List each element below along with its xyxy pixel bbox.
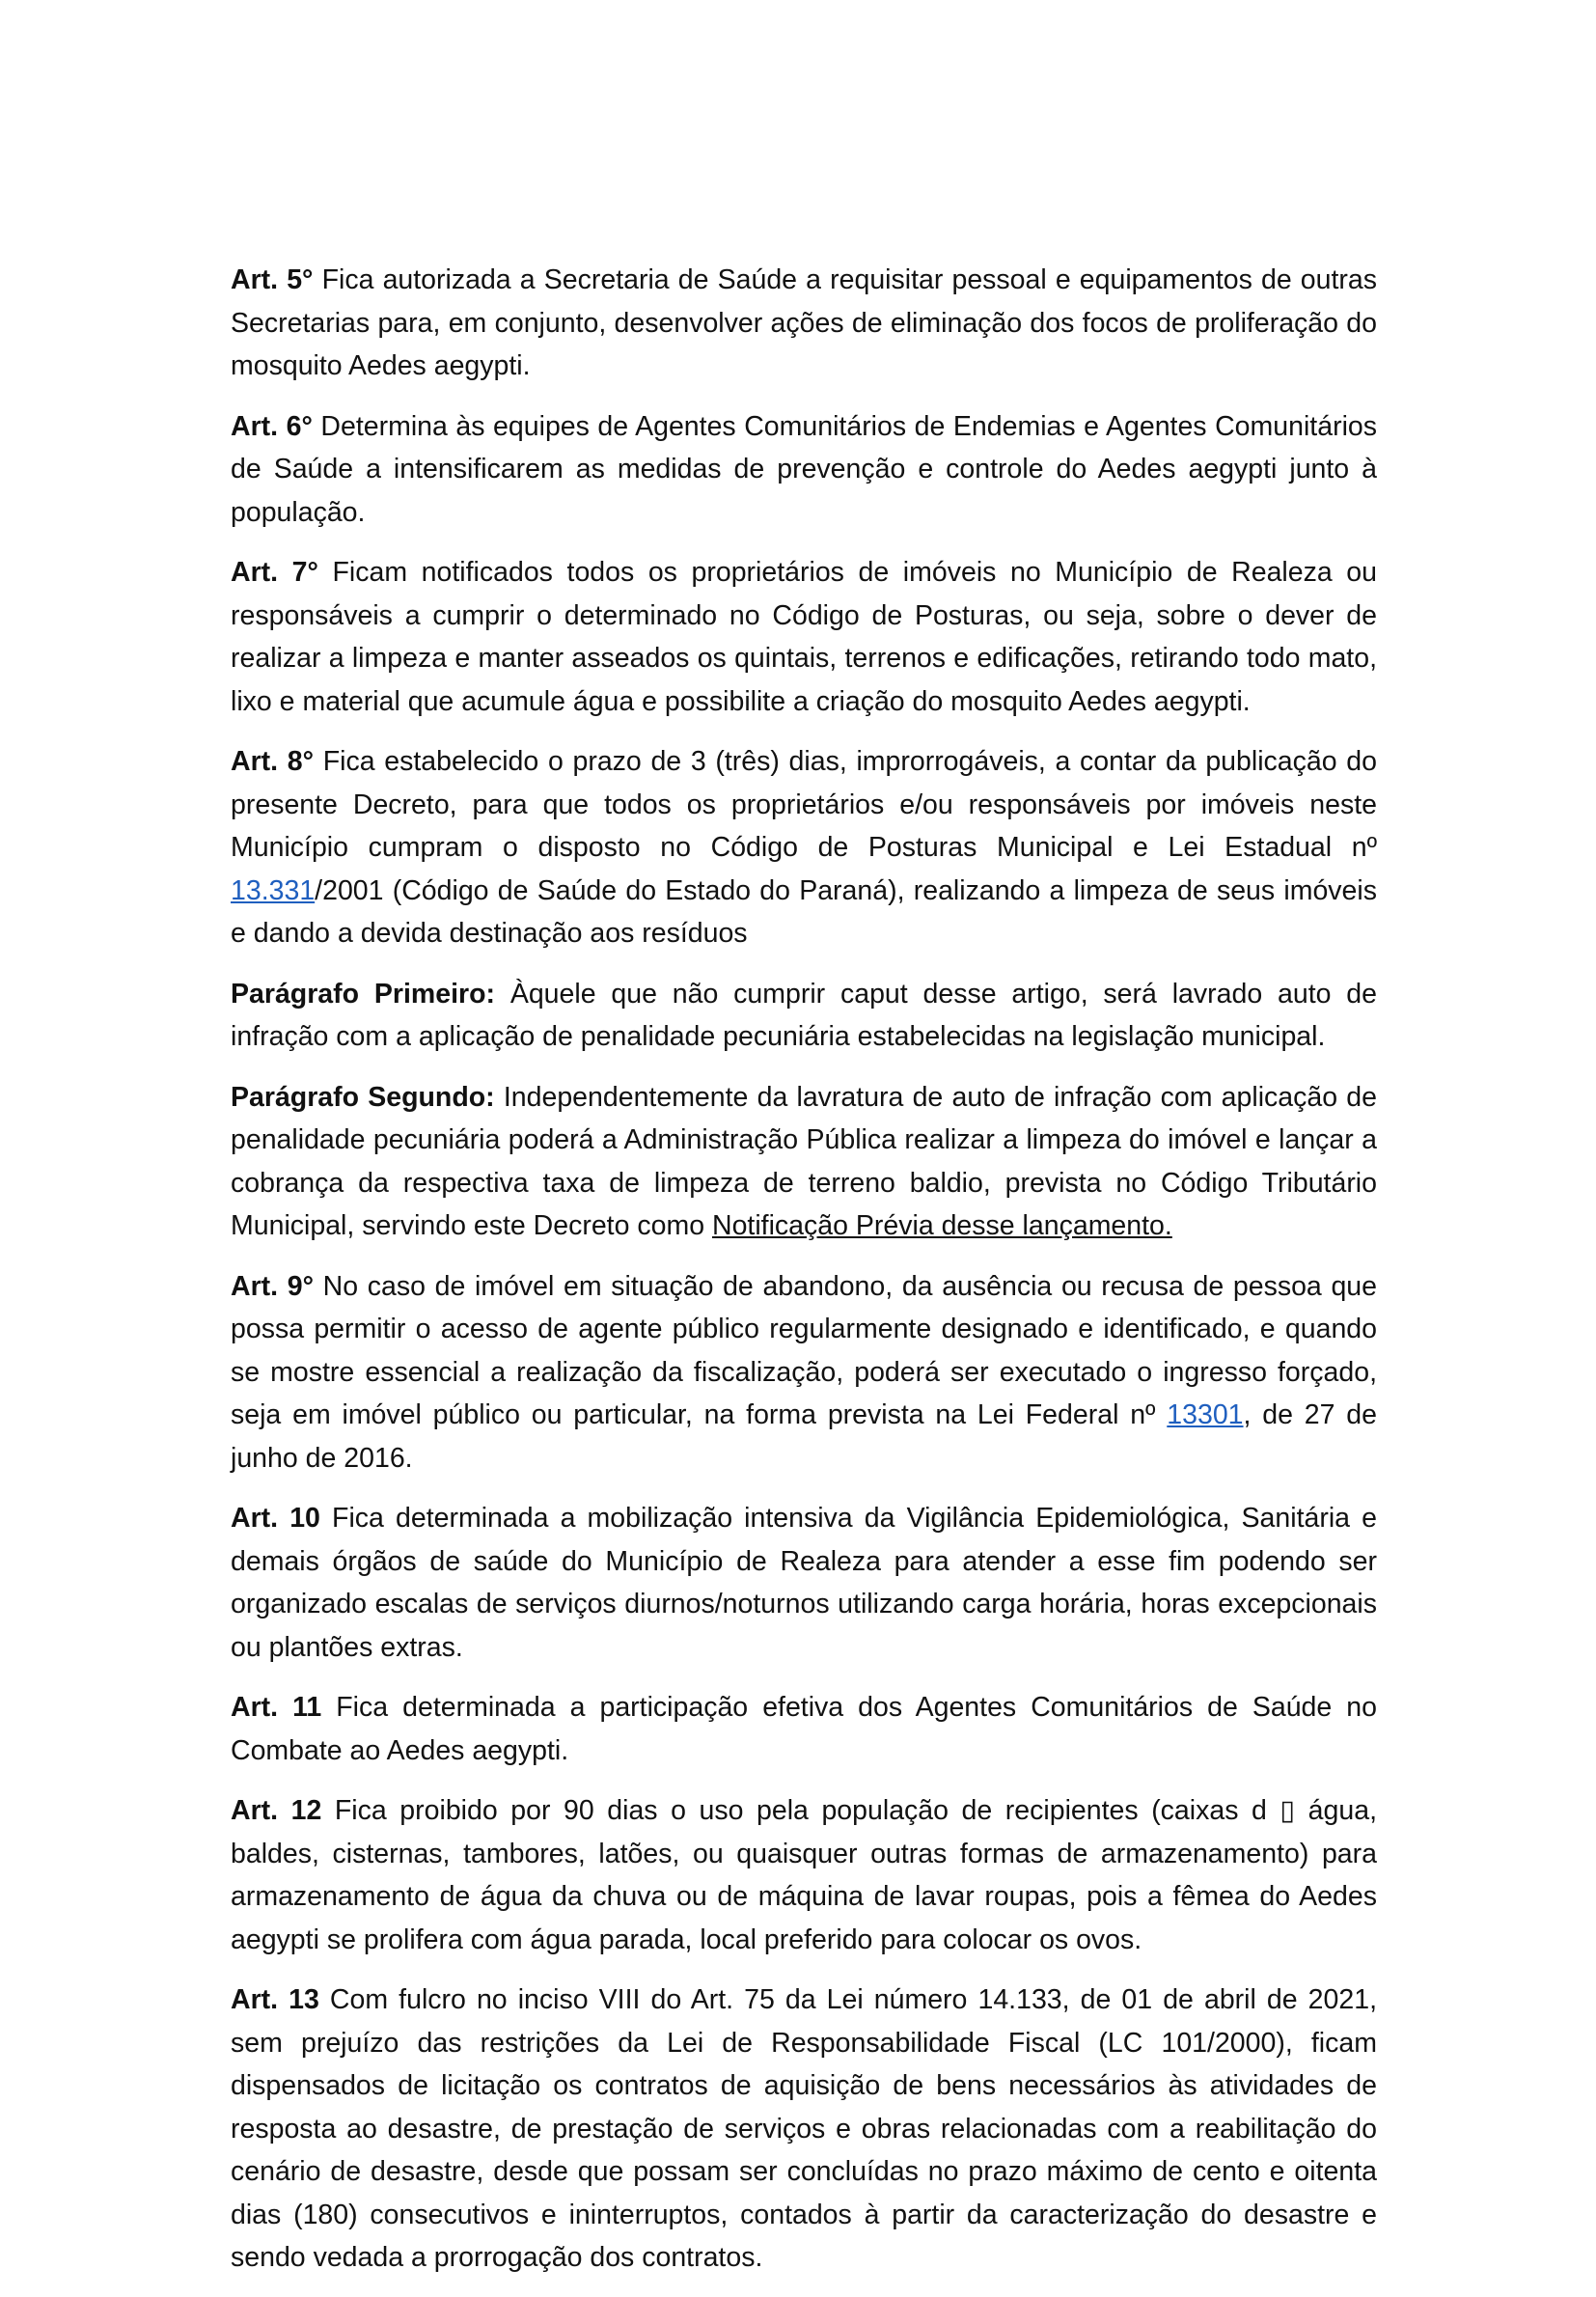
- article-9-label: Art. 9°: [231, 1270, 314, 1302]
- article-8-text: Fica estabelecido o prazo de 3 (três) dias, improrrogáveis, a contar da publicação do presente Decreto, para que todos os proprietários e/ou responsáveis por imóveis neste Município cumpram o disposto no Código de Posturas Municipal e Lei Estadual nº: [231, 746, 1377, 863]
- paragraph-first: [231, 973, 1377, 1059]
- article-10-text: Fica determinada a mobilização intensiva da Vigilância Epidemiológica, Sanitária e demais órgãos de saúde do Município de Realeza para atender a esse fim podendo ser organizado escalas de serviços diurnos/noturnos utilizando carga horária, horas excepcionais ou plantões extras.: [231, 1503, 1378, 1663]
- article-7-label: Art. 7°: [231, 557, 318, 588]
- paragraph-first-label: Parágrafo Primeiro:: [231, 978, 495, 1010]
- article-13: [231, 1979, 1377, 2280]
- paragraph-second-text: Independentemente da lavratura de auto de infração com aplicação de penalidade pecuniária poderá a Administração Pública realizar a limpeza do imóvel e lançar a cobrança da respectiva taxa de limpeza de terreno baldio, prevista no Código Tributário Municipal, servindo este Decreto como: [231, 1081, 1377, 1241]
- law-13331-link[interactable]: 13.331: [231, 874, 316, 906]
- article-7-text: Ficam notificados todos os proprietários de imóveis no Município de Realeza ou responsáveis a cumprir o determinado no Código de Posturas, ou seja, sobre o dever de realizar a limpeza e manter asseados os quintais, terrenos e edificações, retirando todo mato, lixo e material que acumule água e possibilite a criação do mosquito Aedes aegypti.: [231, 557, 1377, 717]
- law-13301-link[interactable]: 13301: [1167, 1399, 1244, 1430]
- article-11-label: Art. 11: [231, 1692, 322, 1723]
- article-8: [231, 740, 1377, 955]
- article-11-text: Fica determinada a participação efetiva dos Agentes Comunitários de Saúde no Combate ao Aedes aegypti.: [231, 1692, 1377, 1766]
- article-6-text: Determina às equipes de Agentes Comunitários de Endemias e Agentes Comunitários de Saúde a intensificarem as medidas de prevenção e controle do Aedes aegypti junto à população.: [231, 410, 1377, 528]
- article-13-label: Art. 13: [231, 1984, 319, 2015]
- article-10-label: Art. 10: [231, 1503, 320, 1534]
- article-6-label: Art. 6°: [231, 410, 313, 442]
- article-10: [231, 1497, 1377, 1669]
- article-6: [231, 405, 1377, 535]
- article-9-text-end: , de 27 de junho de 2016.: [231, 1399, 1377, 1474]
- article-11: [231, 1686, 1377, 1772]
- article-12-label: Art. 12: [231, 1795, 322, 1826]
- article-12-text: Fica proibido por 90 dias o uso pela população de recipientes (caixas d ▯ água, baldes, cisternas, tambores, latões, ou quaisquer outras formas de armazenamento) para armazenamento de água da chuva ou de máquina de lavar roupas, pois a fêmea do Aedes aegypti se prolifera com água parada, local preferido para colocar os ovos.: [231, 1795, 1377, 1955]
- article-9-text: No caso de imóvel em situação de abandono, da ausência ou recusa de pessoa que possa permitir o acesso de agente público regularmente designado e identificado, e quando se mostre essencial a realização da fiscalização, poderá ser executado o ingresso forçado, seja em imóvel público ou particular, na forma prevista na Lei Federal nº: [231, 1270, 1377, 1430]
- article-13-text: Com fulcro no inciso VIII do Art. 75 da Lei número 14.133, de 01 de abril de 2021, sem prejuízo das restrições da Lei de Responsabilidade Fiscal (LC 101/2000), ficam dispensados de licitação os contratos de aquisição de bens necessários às atividades de resposta ao desastre, de prestação de serviços e obras relacionadas com a reabilitação do cenário de desastre, desde que possam ser concluídas no prazo máximo de cento e oitenta dias (180) consecutivos e ininterruptos, contados à partir da caracterização do desastre e sendo vedada a prorrogação dos contratos.: [231, 1984, 1377, 2273]
- article-12: [231, 1789, 1377, 1961]
- prior-notification-text: Notificação Prévia desse lançamento.: [711, 1210, 1172, 1241]
- document-page: [231, 259, 1377, 2297]
- paragraph-second-label: Parágrafo Segundo:: [231, 1081, 495, 1113]
- article-8-text-end: /2001 (Código de Saúde do Estado do Paraná), realizando a limpeza de seus imóveis e dando a devida destinação aos resíduos: [231, 874, 1377, 949]
- paragraph-second: [231, 1076, 1377, 1248]
- article-5-text: Fica autorizada a Secretaria de Saúde a requisitar pessoal e equipamentos de outras Secretarias para, em conjunto, desenvolver ações de eliminação dos focos de proliferação do mosquito Aedes aegypti.: [231, 264, 1378, 381]
- article-8-label: Art. 8°: [231, 746, 315, 777]
- paragraph-first-text: Àquele que não cumprir caput desse artigo, será lavrado auto de infração com a aplicação de penalidade pecuniária estabelecidas na legislação municipal.: [231, 978, 1377, 1052]
- article-9: [231, 1265, 1377, 1481]
- article-7: [231, 551, 1377, 723]
- article-5-label: Art. 5°: [231, 264, 314, 295]
- article-5: [231, 259, 1377, 388]
